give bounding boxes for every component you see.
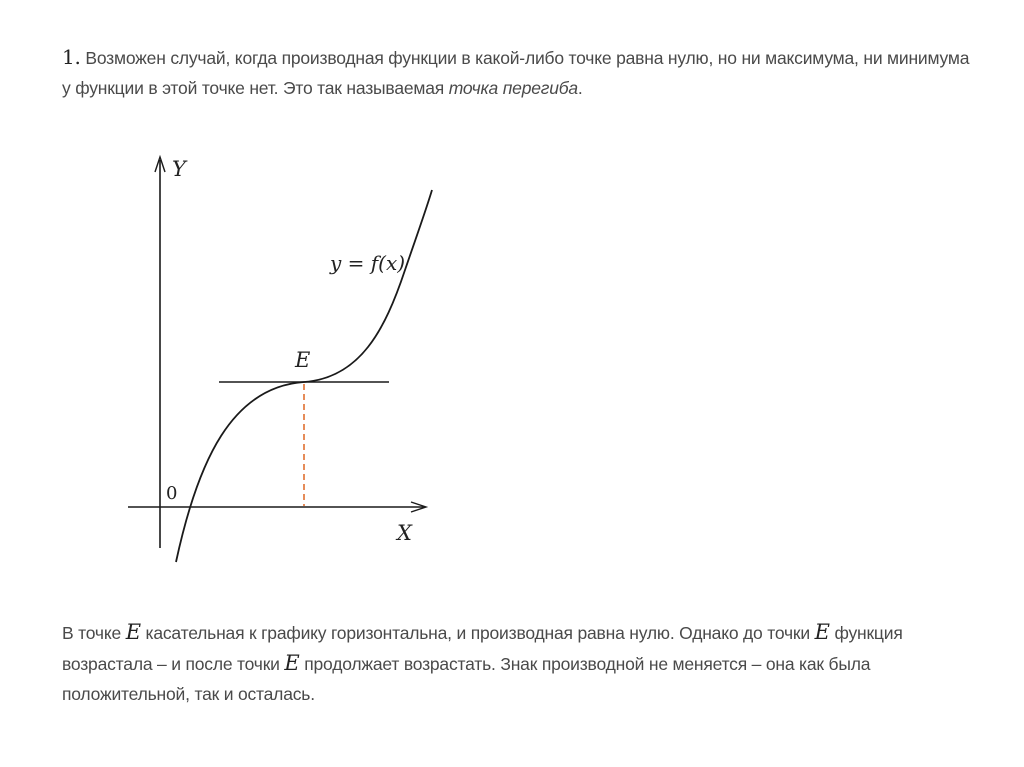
x-axis-label: X (397, 521, 412, 545)
explanation-line-3: положительной, так и осталась. (62, 684, 315, 704)
point-e-symbol: E (125, 620, 141, 644)
y-axis-label: Y (172, 157, 186, 181)
origin-label: 0 (166, 483, 178, 504)
explanation-line-2b: продолжает возрастать. Знак производной не меняется – она как была (304, 654, 871, 674)
explanation-line-1a: В точке (62, 623, 122, 643)
item-number: 1. (62, 45, 81, 69)
inflection-term: точка перегиба (448, 78, 578, 98)
point-e-label: E (295, 348, 311, 372)
explanation-line-2a: возрастала – и после точки (62, 654, 280, 674)
intro-line-1: Возможен случай, когда производная функции в какой-либо точке равна нулю, но ни максимума, ни минимума (85, 48, 970, 68)
intro-line-2: у функции в этой точке нет. Это так называемая (62, 78, 445, 98)
intro-period: . (577, 78, 583, 98)
point-e-symbol: E (814, 620, 830, 644)
explanation-line-1c: функция (834, 623, 903, 643)
explanation-line-1b: касательная к графику горизонтальна, и производная равна нулю. Однако до точки (145, 623, 810, 643)
explanation-paragraph (62, 617, 903, 709)
curve-label: y = f(x) (330, 251, 406, 275)
point-e-symbol: E (284, 651, 300, 675)
